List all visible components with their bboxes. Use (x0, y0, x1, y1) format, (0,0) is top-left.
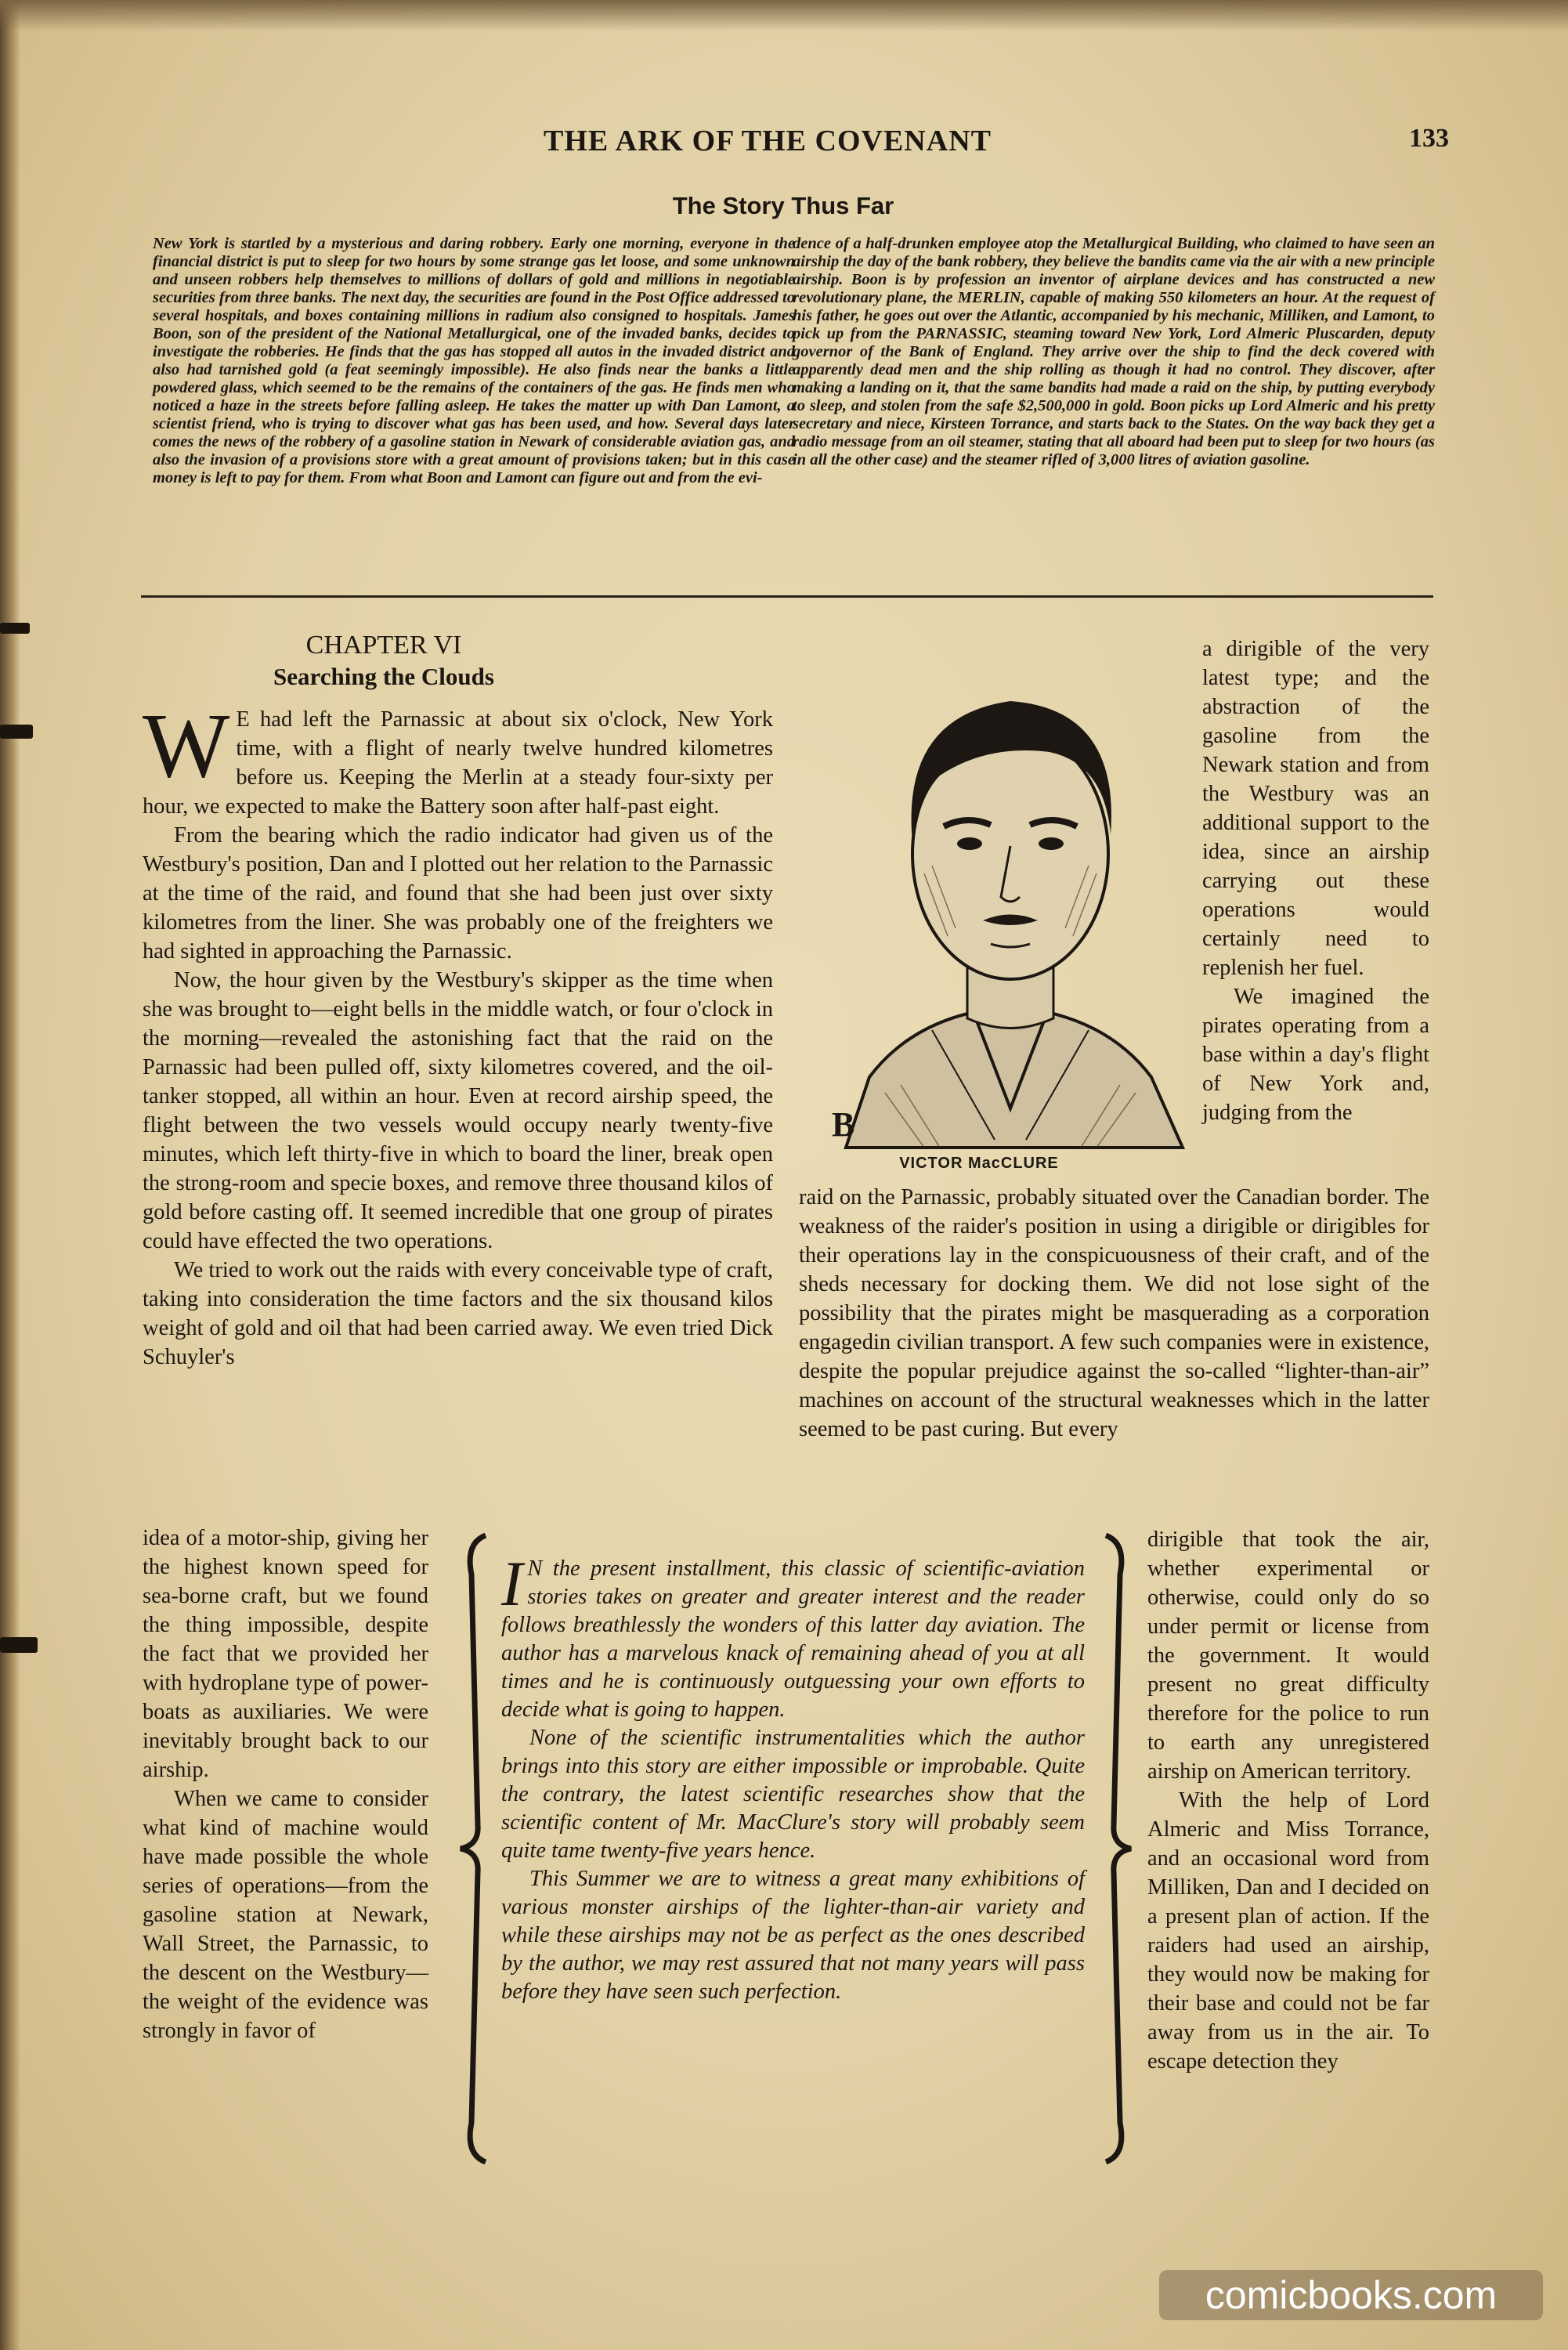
paragraph: idea of a motor-ship, giving her the highest known speed for sea-borne craft, but we found the thing impossible, despite the fact that we provided her with hydroplane type of power-boats as auxiliaries. We were inevitably brought back to our airship. (143, 1526, 428, 1782)
left-brace-ornament (454, 1528, 501, 2170)
column-1-narrow (143, 1524, 428, 2045)
note-paragraph: None of the scientific instrumentalities which the author brings into this story are either impossible or improbable. Quite the contrary, the latest scientific researches show that the scientific content of Mr. MacClure's story will probably seem quite tame twenty-five years hence. (501, 1726, 1085, 1863)
column-2-lower (1147, 1525, 1429, 2076)
summary-title: The Story Thus Far (672, 192, 894, 219)
paragraph: We imagined the pirates operating from a base within a day's flight of New York and, judging from the (1202, 985, 1429, 1125)
editor-note-box (501, 1548, 1085, 2006)
artist-signature: B (832, 1105, 855, 1144)
column-2-narrow (1202, 634, 1429, 1127)
author-portrait (815, 638, 1206, 1155)
page-number: 133 (1409, 124, 1449, 153)
chapter-title: Searching the Clouds (273, 663, 494, 690)
column-2-wide (799, 1183, 1429, 1444)
binding-mark (0, 1637, 38, 1653)
section-divider (141, 595, 1433, 598)
drop-cap: W (143, 694, 230, 797)
paragraph: E had left the Parnassic at about six o'clock, New York time, with a flight of nearly twelve hundred kilometres before us. Keeping the Merlin at a steady four-sixty per hour, we expected to make the Battery soon after half-past eight. (143, 707, 773, 819)
portrait-caption: VICTOR MacCLURE (899, 1155, 1059, 1172)
paragraph: From the bearing which the radio indicator had given us of the Westbury's position, Dan and I plotted out her relation to the Parnassic at the time of the raid, and found that she had been just over sixty kilometres from the liner. She was probably one of the freighters we had sighted in approaching the Parnassic. (143, 823, 773, 964)
paragraph: raid on the Parnassic, probably situated over the Canadian border. The weakness of the raider's position in using a dirigible or dirigibles for their operations lay in the conspicuousness of their craft, and of the sheds necessary for docking them. We did not lose sight of the possibility that the pirates might be masquerading as a corporation engagedin civilian transport. A few such companies were in existence, despite the popular prejudice against the so-called “lighter-than-air” machines on account of the structural weaknesses which in the latter seemed to be past curing. But every (799, 1185, 1429, 1441)
note-paragraph: This Summer we are to witness a great many exhibitions of various monster airships of the lighter-than-air variety and while these airships may not be as perfect as the ones described by the author, we may rest assured that not many years will pass before they have seen such perfection. (501, 1867, 1085, 2004)
running-title: THE ARK OF THE COVENANT (544, 125, 992, 157)
paragraph: Now, the hour given by the Westbury's skipper as the time when she was brought to—eight bells in the middle watch, or four o'clock in the morning—revealed the astonishing fact that the raid on the Parnassic had been pulled off, sixty kilometres covered, and the oil-tanker stopped, all within an hour. Even at record airship speed, the flight between the two vessels would occupy nearly twenty-five minutes, which left thirty-five in which to board the liner, break open the strong-room and specie boxes, and remove three thousand kilos of gold before casting off. It seemed incredible that one group of pirates could have effected the two operations. (143, 968, 773, 1253)
binding-mark (0, 623, 30, 634)
summary-right-column: dence of a half-drunken employee atop the Metallurgical Building, who claimed to have seen an airship the day of the bank robbery, they believe the bandits came via the air with a new principle airship. Boon is by profession an inventor of airplane devices and has constructed a new revolutionary plane, the MERLIN, capable of making 550 kilometers an hour. At the request of his father, he goes out over the Atlantic, accompanied by his mechanic, Milliken, and Lamont, to pick up from the PARNASSIC, steaming toward New York, Lord Almeric Pluscarden, deputy governor of the Bank of England. They arrive over the ship to find the deck covered with apparently dead men and the ship rolling as though it had no control. They discover, after making a landing on it, that the same bandits had made a raid on the ship, by putting everybody to sleep, and stolen from the safe $2,500,000 in gold. Boon picks up Lord Almeric and his pretty secretary and niece, Kirsteen Torrance, and starts back to the States. On the way back they get a radio message from an oil steamer, stating that all aboard had been put to sleep for two hours (as in all the other case) and the steamer rifled of 3,000 litres of aviation gasoline. (793, 235, 1435, 468)
site-watermark: comicbooks.com (1159, 2270, 1543, 2320)
column-1-top (143, 694, 773, 1372)
binding-mark (0, 725, 33, 739)
chapter-number: CHAPTER VI (305, 631, 462, 660)
summary-left-column: New York is startled by a mysterious and daring robbery. Early one morning, everyone in the financial district is put to sleep for two hours by some strange gas let loose, and some unknown and unseen robbers help themselves to millions of dollars of gold and millions in negotiable securities from three banks. The next day, the securities are found in the Post Office addressed to several hospitals, and boxes containing millions in radium also consigned to hospitals. James Boon, son of the president of the National Metallurgical, one of the invaded banks, decides to investigate the robberies. He finds that the gas has stopped all autos in the invaded district and also had tarnished gold (a feat seemingly impossible). He also finds near the banks a little powdered glass, which seemed to be the remains of the containers of the gas. He finds men who noticed a haze in the streets before falling asleep. He takes the matter up with Dan Lamont, a scientist friend, who is trying to discover what gas has been used, and how. Several days later comes the news of the robbery of a gasoline station in Newark of considerable aviation gas, and also the invasion of a provisions store with a great amount of provisions taken; but in this case money is left to pay for them. From what Boon and Lamont can figure out and from the evi- (153, 235, 795, 486)
paragraph: When we came to consider what kind of machine would have made possible the whole series of operations—from the gasoline station at Newark, Wall Street, the Parnassic, to the descent on the Westbury—the weight of the evidence was strongly in favor of (143, 1787, 428, 2043)
page-edge-shadow (0, 0, 20, 2350)
paragraph: With the help of Lord Almeric and Miss Torrance, and an occasional word from Milliken, Dan and I decided on a present plan of action. If the raiders had used an airship, they would now be making for their base and could not be far away from us in the air. To escape detection they (1147, 1788, 1429, 2073)
paragraph: dirigible that took the air, whether experimental or otherwise, could only do so under permit or license from the government. It would present no great difficulty therefore for the police to run to earth any unregistered airship on American territory. (1147, 1528, 1429, 1784)
note-drop-cap: I (501, 1548, 523, 1619)
note-paragraph: N the present installment, this classic of scientific-aviation stories takes on greater and greater interest and the reader follows breathlessly the wonders of this latter day aviation. The author has a marvelous knack of remaining ahead of you at all times and he is continuously outguessing your own efforts to decide what is going to happen. (501, 1556, 1085, 1722)
page-top-shadow (0, 0, 1568, 31)
paragraph: We tried to work out the raids with every conceivable type of craft, taking into consideration the time factors and the six thousand kilos weight of gold and oil that had been carried away. We even tried Dick Schuyler's (143, 1258, 773, 1369)
paragraph: a dirigible of the very latest type; and the abstraction of the gasoline from the Newark station and from the Westbury was an additional support to the idea, since an airship carrying out these operations would certainly need to replenish her fuel. (1202, 637, 1429, 980)
right-brace-ornament (1090, 1528, 1137, 2170)
